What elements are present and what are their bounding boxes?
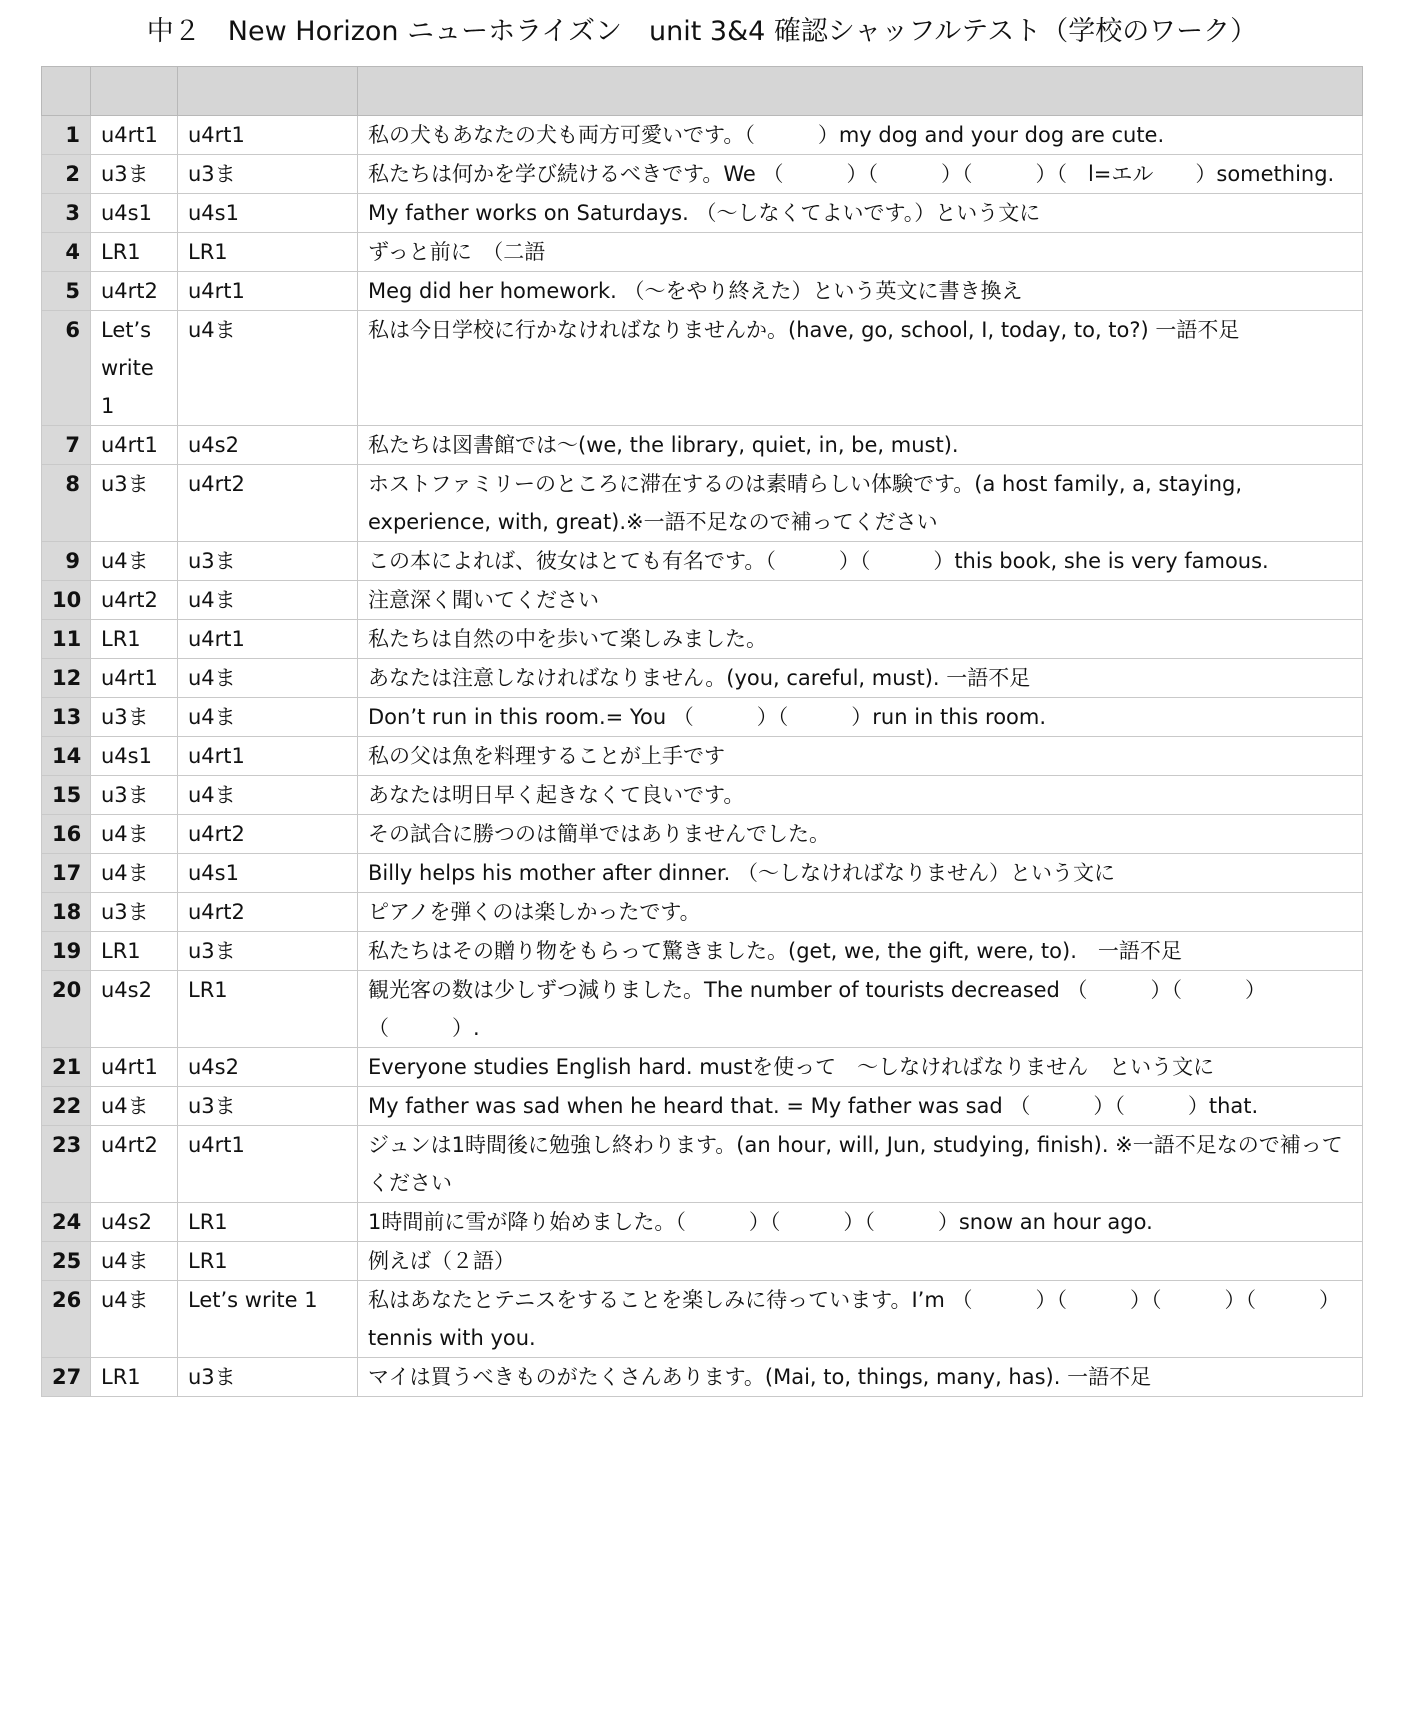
unit-code-b: u3ま bbox=[178, 1358, 358, 1397]
question-text: Meg did her homework. （〜をやり終えた）という英文に書き換え bbox=[358, 272, 1363, 311]
unit-code-b: u4rt1 bbox=[178, 737, 358, 776]
unit-code-a: u4s1 bbox=[91, 737, 178, 776]
question-number: 5 bbox=[42, 272, 91, 311]
unit-code-b: u4s2 bbox=[178, 426, 358, 465]
table-row bbox=[42, 465, 1363, 542]
question-number: 7 bbox=[42, 426, 91, 465]
table-row bbox=[42, 854, 1363, 893]
question-text: My father works on Saturdays. （〜しなくてよいです。）という文に bbox=[358, 194, 1363, 233]
header-cell bbox=[42, 67, 91, 116]
question-number: 8 bbox=[42, 465, 91, 542]
question-text: 例えば（２語） bbox=[358, 1242, 1363, 1281]
question-number: 16 bbox=[42, 815, 91, 854]
question-text: 私の父は魚を料理することが上手です bbox=[358, 737, 1363, 776]
unit-code-a: u4s2 bbox=[91, 971, 178, 1048]
unit-code-a: u4ま bbox=[91, 1242, 178, 1281]
unit-code-b: u4ま bbox=[178, 581, 358, 620]
unit-code-a: u4rt2 bbox=[91, 581, 178, 620]
table-row bbox=[42, 272, 1363, 311]
unit-code-b: u4s2 bbox=[178, 1048, 358, 1087]
header-cell bbox=[178, 67, 358, 116]
header-cell bbox=[91, 67, 178, 116]
table-row bbox=[42, 776, 1363, 815]
unit-code-b: LR1 bbox=[178, 1203, 358, 1242]
question-number: 3 bbox=[42, 194, 91, 233]
unit-code-b: u4ま bbox=[178, 311, 358, 426]
unit-code-b: u3ま bbox=[178, 1087, 358, 1126]
question-number: 10 bbox=[42, 581, 91, 620]
unit-code-a: u4ま bbox=[91, 1281, 178, 1358]
question-text: 私は今日学校に行かなければなりませんか。(have, go, school, I, today, to, to?) 一語不足 bbox=[358, 311, 1363, 426]
unit-code-b: u4rt1 bbox=[178, 1126, 358, 1203]
table-row bbox=[42, 1358, 1363, 1397]
question-text: 私たちはその贈り物をもらって驚きました。(get, we, the gift, were, to). 一語不足 bbox=[358, 932, 1363, 971]
question-number: 15 bbox=[42, 776, 91, 815]
unit-code-a: u4ま bbox=[91, 1087, 178, 1126]
unit-code-a: u4rt1 bbox=[91, 116, 178, 155]
question-number: 26 bbox=[42, 1281, 91, 1358]
table-row bbox=[42, 233, 1363, 272]
table-row bbox=[42, 426, 1363, 465]
page-title: 中２ New Horizon ニューホライズン unit 3&4 確認シャッフルテスト（学校のワーク） bbox=[146, 16, 1258, 47]
unit-code-a: u3ま bbox=[91, 155, 178, 194]
unit-code-b: u4rt2 bbox=[178, 465, 358, 542]
unit-code-a: u4ま bbox=[91, 542, 178, 581]
unit-code-b: u4ま bbox=[178, 776, 358, 815]
unit-code-a: Let’s write 1 bbox=[91, 311, 178, 426]
unit-code-a: LR1 bbox=[91, 1358, 178, 1397]
unit-code-b: LR1 bbox=[178, 233, 358, 272]
unit-code-b: LR1 bbox=[178, 971, 358, 1048]
unit-code-b: u4rt1 bbox=[178, 620, 358, 659]
table-row bbox=[42, 1281, 1363, 1358]
unit-code-a: u4rt2 bbox=[91, 1126, 178, 1203]
table-row bbox=[42, 1203, 1363, 1242]
question-text: ピアノを弾くのは楽しかったです。 bbox=[358, 893, 1363, 932]
question-text: 私たちは何かを学び続けるべきです。We （ ）（ ）（ ）（ l=エル ）something. bbox=[358, 155, 1363, 194]
question-text: ホストファミリーのところに滞在するのは素晴らしい体験です。(a host family, a, staying, experience, with, great).※一語不足なので補ってください bbox=[358, 465, 1363, 542]
table-row bbox=[42, 1242, 1363, 1281]
table-row bbox=[42, 581, 1363, 620]
question-text: 私はあなたとテニスをすることを楽しみに待っています。I’m （ ）（ ）（ ）（ ）tennis with you. bbox=[358, 1281, 1363, 1358]
table-row bbox=[42, 155, 1363, 194]
table-row bbox=[42, 698, 1363, 737]
question-number: 11 bbox=[42, 620, 91, 659]
unit-code-a: u4rt1 bbox=[91, 1048, 178, 1087]
unit-code-a: u4s2 bbox=[91, 1203, 178, 1242]
question-text: あなたは注意しなければなりません。(you, careful, must). 一語不足 bbox=[358, 659, 1363, 698]
question-text: Don’t run in this room.= You （ ）（ ）run in this room. bbox=[358, 698, 1363, 737]
table-row bbox=[42, 737, 1363, 776]
question-number: 1 bbox=[42, 116, 91, 155]
question-number: 13 bbox=[42, 698, 91, 737]
unit-code-a: u3ま bbox=[91, 776, 178, 815]
unit-code-b: u4rt1 bbox=[178, 116, 358, 155]
unit-code-a: u4ま bbox=[91, 815, 178, 854]
unit-code-b: LR1 bbox=[178, 1242, 358, 1281]
question-number: 19 bbox=[42, 932, 91, 971]
table-row bbox=[42, 311, 1363, 426]
question-text: 1時間前に雪が降り始めました。（ ）（ ）（ ）snow an hour ago. bbox=[358, 1203, 1363, 1242]
question-text: あなたは明日早く起きなくて良いです。 bbox=[358, 776, 1363, 815]
unit-code-a: LR1 bbox=[91, 932, 178, 971]
unit-code-a: u4rt1 bbox=[91, 426, 178, 465]
question-number: 18 bbox=[42, 893, 91, 932]
table-row bbox=[42, 542, 1363, 581]
question-text: この本によれば、彼女はとても有名です。（ ）（ ）this book, she is very famous. bbox=[358, 542, 1363, 581]
question-number: 14 bbox=[42, 737, 91, 776]
question-text: Billy helps his mother after dinner. （〜しなければなりません）という文に bbox=[358, 854, 1363, 893]
unit-code-b: u4ま bbox=[178, 659, 358, 698]
unit-code-a: u4s1 bbox=[91, 194, 178, 233]
table-header-row bbox=[42, 67, 1363, 116]
unit-code-a: u3ま bbox=[91, 893, 178, 932]
table-row bbox=[42, 1126, 1363, 1203]
question-text: ずっと前に （二語 bbox=[358, 233, 1363, 272]
question-number: 4 bbox=[42, 233, 91, 272]
unit-code-b: u4s1 bbox=[178, 854, 358, 893]
question-table bbox=[41, 66, 1363, 1397]
question-number: 25 bbox=[42, 1242, 91, 1281]
question-number: 17 bbox=[42, 854, 91, 893]
question-text: 注意深く聞いてください bbox=[358, 581, 1363, 620]
unit-code-b: Let’s write 1 bbox=[178, 1281, 358, 1358]
table-row bbox=[42, 1048, 1363, 1087]
question-number: 9 bbox=[42, 542, 91, 581]
table-row bbox=[42, 932, 1363, 971]
unit-code-a: u4rt1 bbox=[91, 659, 178, 698]
unit-code-a: LR1 bbox=[91, 620, 178, 659]
question-number: 12 bbox=[42, 659, 91, 698]
question-text: 観光客の数は少しずつ減りました。The number of tourists decreased （ ）（ ）（ ）. bbox=[358, 971, 1363, 1048]
unit-code-a: u4ま bbox=[91, 854, 178, 893]
question-number: 6 bbox=[42, 311, 91, 426]
question-text: その試合に勝つのは簡単ではありませんでした。 bbox=[358, 815, 1363, 854]
question-text: 私たちは図書館では〜(we, the library, quiet, in, be, must). bbox=[358, 426, 1363, 465]
unit-code-a: u4rt2 bbox=[91, 272, 178, 311]
unit-code-b: u3ま bbox=[178, 542, 358, 581]
unit-code-a: LR1 bbox=[91, 233, 178, 272]
unit-code-b: u4rt2 bbox=[178, 893, 358, 932]
question-number: 2 bbox=[42, 155, 91, 194]
unit-code-b: u4ま bbox=[178, 698, 358, 737]
question-text: 私たちは自然の中を歩いて楽しみました。 bbox=[358, 620, 1363, 659]
table-row bbox=[42, 1087, 1363, 1126]
question-text: ジュンは1時間後に勉強し終わります。(an hour, will, Jun, studying, finish). ※一語不足なので補ってください bbox=[358, 1126, 1363, 1203]
question-text: 私の犬もあなたの犬も両方可愛いです。（ ）my dog and your dog are cute. bbox=[358, 116, 1363, 155]
unit-code-b: u4rt2 bbox=[178, 815, 358, 854]
table-row bbox=[42, 194, 1363, 233]
unit-code-b: u4s1 bbox=[178, 194, 358, 233]
unit-code-a: u3ま bbox=[91, 465, 178, 542]
question-number: 21 bbox=[42, 1048, 91, 1087]
unit-code-a: u3ま bbox=[91, 698, 178, 737]
unit-code-b: u3ま bbox=[178, 155, 358, 194]
question-text: My father was sad when he heard that. = My father was sad （ ）（ ）that. bbox=[358, 1087, 1363, 1126]
table-row bbox=[42, 971, 1363, 1048]
table-row bbox=[42, 620, 1363, 659]
question-number: 22 bbox=[42, 1087, 91, 1126]
table-row bbox=[42, 893, 1363, 932]
question-number: 24 bbox=[42, 1203, 91, 1242]
question-number: 20 bbox=[42, 971, 91, 1048]
question-text: Everyone studies English hard. mustを使って 〜しなければなりません という文に bbox=[358, 1048, 1363, 1087]
table-row bbox=[42, 659, 1363, 698]
unit-code-b: u4rt1 bbox=[178, 272, 358, 311]
header-cell bbox=[358, 67, 1363, 116]
question-text: マイは買うべきものがたくさんあります。(Mai, to, things, many, has). 一語不足 bbox=[358, 1358, 1363, 1397]
question-number: 23 bbox=[42, 1126, 91, 1203]
table-row bbox=[42, 815, 1363, 854]
unit-code-b: u3ま bbox=[178, 932, 358, 971]
table-row bbox=[42, 116, 1363, 155]
question-number: 27 bbox=[42, 1358, 91, 1397]
